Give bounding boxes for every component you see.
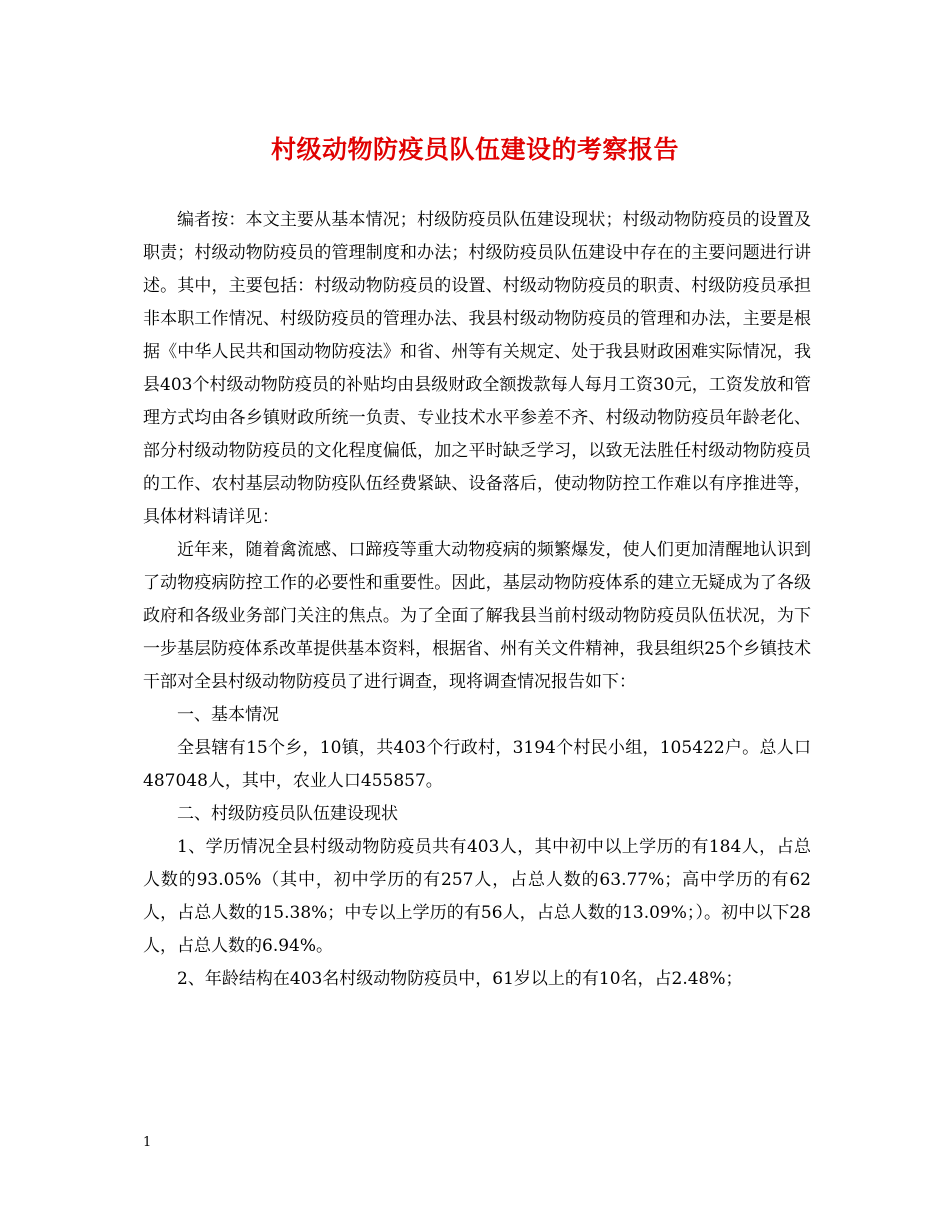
paragraph-age-structure: 2、年龄结构在403名村级动物防疫员中，61岁以上的有10名，占2.48%； bbox=[177, 969, 743, 989]
document-title: 村级动物防疫员队伍建设的考察报告 bbox=[270, 135, 679, 164]
paragraph-intro: 近年来，随着禽流感、口蹄疫等重大动物疫病的频繁爆发，使人们更加清醒地认识到了动物疫病防控工作的必要性和重要性。因此，基层动物防疫体系的建立无疑成为了各级政府和各级业务部门关注的焦点。为了全面了解我县当前村级动物防疫员队伍状况，为下一步基层防疫体系改革提供基本资料，根据省、州有关文件精神，我县组织25个乡镇技术干部对全县村级动物防疫员了进行调查，现将调查情况报告如下： bbox=[143, 540, 811, 692]
section-heading-basic-info: 一、基本情况 bbox=[177, 705, 279, 725]
section-heading-team-status: 二、村级防疫员队伍建设现状 bbox=[177, 804, 398, 824]
paragraph-basic-info: 全县辖有15个乡，10镇，共403个行政村，3194个村民小组，105422户。总人口487048人，其中，农业人口455857。 bbox=[143, 738, 811, 791]
document-body bbox=[143, 204, 811, 996]
page-number: 1 bbox=[143, 1135, 152, 1150]
paragraph-education: 1、学历情况全县村级动物防疫员共有403人，其中初中以上学历的有184人，占总人数的93.05%（其中，初中学历的有257人，占总人数的63.77%；高中学历的有62人，占总人数的15.38%；中专以上学历的有56人，占总人数的13.09%；）。初中以下28人，占总人数的6.94%。 bbox=[143, 837, 811, 956]
paragraph-editor-note: 编者按：本文主要从基本情况；村级防疫员队伍建设现状；村级动物防疫员的设置及职责；村级动物防疫员的管理制度和办法；村级防疫员队伍建设中存在的主要问题进行讲述。其中，主要包括：村级动物防疫员的设置、村级动物防疫员的职责、村级防疫员承担非本职工作情况、村级防疫员的管理办法、我县村级动物防疫员的管理和办法，主要是根据《中华人民共和国动物防疫法》和省、州等有关规定、处于我县财政困难实际情况，我县403个村级动物防疫员的补贴均由县级财政全额拨款每人每月工资30元，工资发放和管理方式均由各乡镇财政所统一负责、专业技术水平参差不齐、村级动物防疫员年龄老化、部分村级动物防疫员的文化程度偏低，加之平时缺乏学习，以致无法胜任村级动物防疫员的工作、农村基层动物防疫队伍经费紧缺、设备落后，使动物防控工作难以有序推进等，具体材料请详见： bbox=[143, 210, 811, 527]
